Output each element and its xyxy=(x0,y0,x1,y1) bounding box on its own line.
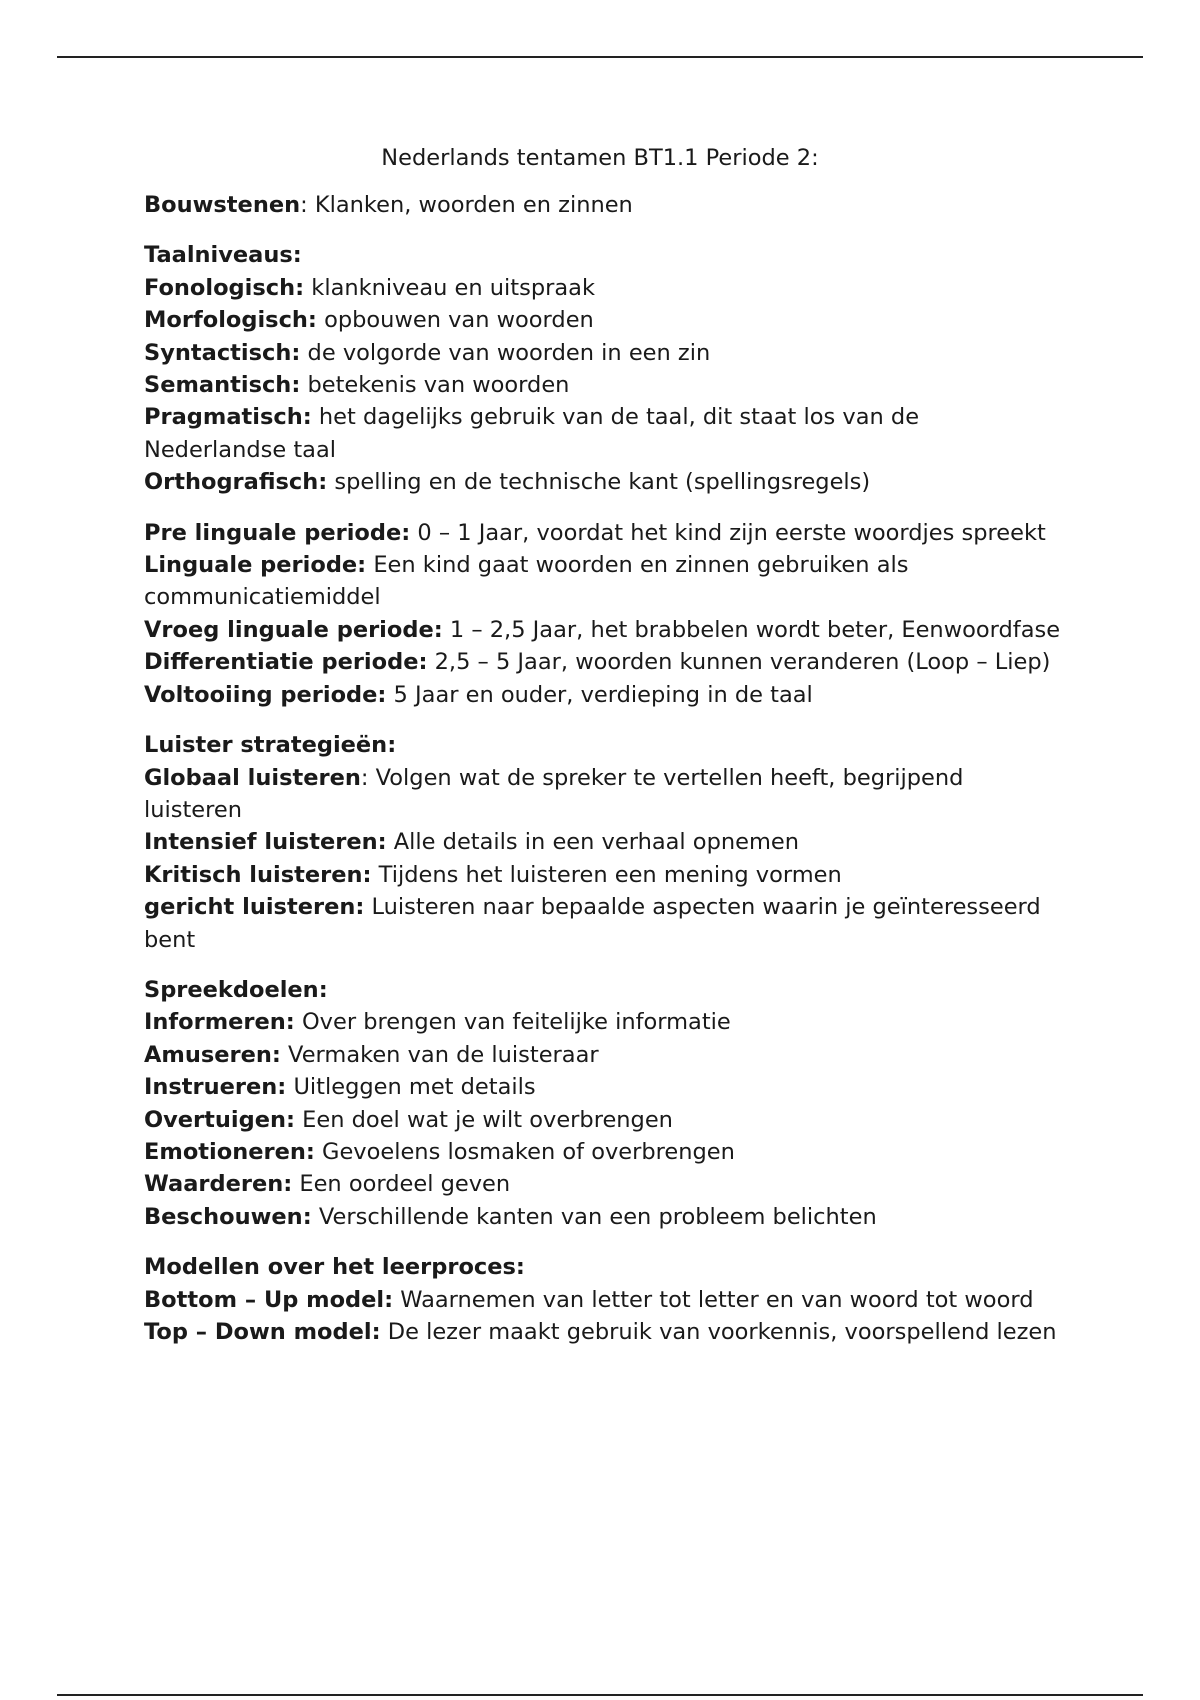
list-item xyxy=(144,679,1064,711)
list-item xyxy=(144,1071,1064,1103)
list-item xyxy=(144,646,1064,678)
term: Amuseren: xyxy=(144,1041,281,1068)
term: Kritisch luisteren: xyxy=(144,861,372,888)
luister-section xyxy=(144,729,1064,956)
definition: Vermaken van de luisteraar xyxy=(280,1041,599,1068)
definition: de volgorde van woorden in een zin xyxy=(300,339,711,366)
list-item xyxy=(144,304,1064,336)
definition: Alle details in een verhaal opnemen xyxy=(386,829,799,856)
term: Overtuigen: xyxy=(144,1106,296,1133)
term: Linguale periode: xyxy=(144,552,367,579)
perioden-section xyxy=(144,517,1064,711)
list-item xyxy=(144,1136,1064,1168)
modellen-section xyxy=(144,1251,1064,1348)
term: Informeren: xyxy=(144,1009,295,1036)
list-item xyxy=(144,1006,1064,1038)
term: Fonologisch: xyxy=(144,274,305,301)
list-item xyxy=(144,369,1064,401)
definition: Gevoelens losmaken of overbrengen xyxy=(314,1138,735,1165)
taalniveaus-section xyxy=(144,239,1064,498)
luister-heading: Luister strategieën: xyxy=(144,732,397,759)
bouwstenen-label: Bouwstenen xyxy=(144,192,301,218)
definition: Uitleggen met details xyxy=(286,1074,536,1101)
term: Intensief luisteren: xyxy=(144,829,387,856)
list-item xyxy=(144,1104,1064,1136)
definition: Een kind gaat woorden en zinnen gebruiken als communicatiemiddel xyxy=(144,552,909,611)
term: Differentiatie periode: xyxy=(144,649,428,676)
term: Voltooiing periode: xyxy=(144,681,387,708)
definition: Waarnemen van letter tot letter en van woord tot woord xyxy=(393,1286,1034,1313)
definition: 5 Jaar en ouder, verdieping in de taal xyxy=(386,681,813,708)
definition: Verschillende kanten van een probleem belichten xyxy=(311,1203,877,1230)
definition: Tijdens het luisteren een mening vormen xyxy=(371,861,842,888)
definition: Een oordeel geven xyxy=(292,1171,511,1198)
definition: 1 – 2,5 Jaar, het brabbelen wordt beter, Eenwoordfase xyxy=(442,616,1061,643)
definition: Een doel wat je wilt overbrengen xyxy=(295,1106,673,1133)
bouwstenen-text: : Klanken, woorden en zinnen xyxy=(300,192,633,218)
list-item xyxy=(144,466,1064,498)
list-item xyxy=(144,614,1064,646)
definition: het dagelijks gebruik van de taal, dit staat los van de Nederlandse taal xyxy=(144,404,920,463)
spreekdoelen-heading: Spreekdoelen: xyxy=(144,976,328,1003)
document-title: Nederlands tentamen BT1.1 Periode 2: xyxy=(381,145,819,171)
term: Top – Down model: xyxy=(144,1319,381,1345)
term: Pre linguale periode: xyxy=(144,519,411,546)
term: Bottom – Up model: xyxy=(144,1286,394,1313)
list-item xyxy=(144,1316,1064,1348)
top-divider xyxy=(57,56,1143,58)
list-item xyxy=(144,762,1064,827)
list-item xyxy=(144,272,1064,304)
definition: : Volgen wat de spreker te vertellen heeft, begrijpend luisteren xyxy=(144,764,964,823)
definition: betekenis van woorden xyxy=(300,372,570,399)
term: Emotioneren: xyxy=(144,1138,315,1165)
term: Vroeg linguale periode: xyxy=(144,616,443,643)
taalniveaus-heading: Taalniveaus: xyxy=(144,242,302,269)
list-item xyxy=(144,1201,1064,1233)
term: Orthografisch: xyxy=(144,469,328,496)
term: Morfologisch: xyxy=(144,307,317,334)
definition: 2,5 – 5 Jaar, woorden kunnen veranderen (Loop – Liep) xyxy=(427,649,1051,676)
list-item xyxy=(144,1168,1064,1200)
list-item xyxy=(144,1039,1064,1071)
definition: Over brengen van feitelijke informatie xyxy=(294,1009,731,1036)
list-item xyxy=(144,891,1064,956)
term: Globaal luisteren xyxy=(144,764,361,791)
list-item xyxy=(144,517,1064,549)
term: Pragmatisch: xyxy=(144,404,312,431)
bottom-divider xyxy=(57,1694,1143,1696)
definition: Luisteren naar bepaalde aspecten waarin je geïnteresseerd bent xyxy=(144,894,1041,953)
definition: De lezer maakt gebruik van voorkennis, voorspellend lezen xyxy=(380,1319,1057,1345)
list-item xyxy=(144,826,1064,858)
term: Syntactisch: xyxy=(144,339,301,366)
list-item xyxy=(144,549,1064,614)
definition: 0 – 1 Jaar, voordat het kind zijn eerste woordjes spreekt xyxy=(410,519,1046,546)
list-item xyxy=(144,859,1064,891)
modellen-heading: Modellen over het leerproces: xyxy=(144,1254,525,1281)
list-item xyxy=(144,401,1064,466)
term: Beschouwen: xyxy=(144,1203,312,1230)
list-item xyxy=(144,1284,1064,1316)
list-item xyxy=(144,337,1064,369)
term: Semantisch: xyxy=(144,372,301,399)
spreekdoelen-section xyxy=(144,974,1064,1233)
bouwstenen-line xyxy=(144,189,1064,221)
document-body xyxy=(144,189,1064,1348)
definition: spelling en de technische kant (spellingsregels) xyxy=(327,469,871,496)
term: gericht luisteren: xyxy=(144,894,365,921)
term: Waarderen: xyxy=(144,1171,293,1198)
term: Instrueren: xyxy=(144,1074,287,1101)
definition: opbouwen van woorden xyxy=(316,307,594,334)
definition: klankniveau en uitspraak xyxy=(304,274,595,301)
